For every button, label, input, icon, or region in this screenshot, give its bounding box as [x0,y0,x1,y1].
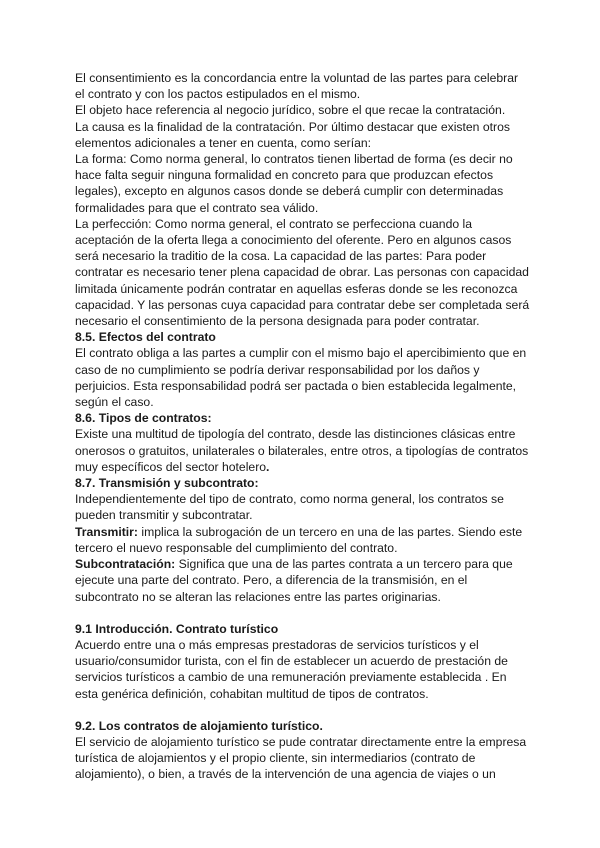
heading-9-2: 9.2. Los contratos de alojamiento turístico. [75,718,323,733]
paragraph-tipos-period: . [266,459,270,474]
document-page [75,70,530,783]
paragraph-tipos-text: Existe una multitud de tipología del contrato, desde las distinciones clásicas entre onerosos o gratuitos, unilaterales o bilaterales, entre otros, a tipologías de contratos muy específicos del sector hotelero [75,427,529,474]
paragraph-transmitir [75,524,530,556]
term-transmitir: Transmitir: [75,524,138,539]
paragraph-objeto: El objeto hace referencia al negocio jurídico, sobre el que recae la contratación. [75,103,506,118]
paragraph-tipos [75,426,530,475]
paragraph-forma: La forma: Como norma general, lo contratos tienen libertad de forma (es decir no hace falta seguir ninguna formalidad en concreto para que produzcan efectos legales), excepto en algunos casos donde se deberá cumplir con determinadas formalidades para que el contrato sea válido. [75,152,513,215]
heading-9-1: 9.1 Introducción. Contrato turístico [75,621,279,636]
paragraph-contrato-turistico: Acuerdo entre una o más empresas prestadoras de servicios turísticos y el usuario/consumidor turista, con el fin de establecer un acuerdo de prestación de servicios turísticos a cambio de una remuneración previamente establecida . En esta genérica definición, cohabitan multitud de tipos de contratos. [75,637,508,701]
paragraph-transmision-intro: Independientemente del tipo de contrato, como norma general, los contratos se pueden transmitir y subcontratar. [75,492,504,523]
section-gap [75,702,530,718]
term-subcontratacion: Subcontratación: [75,557,176,572]
paragraph-efectos: El contrato obliga a las partes a cumplir con el mismo bajo el apercibimiento que en caso de no cumplimiento se podría derivar responsabilidad por los daños y perjuicios. Esta responsabilidad podrá ser pactada o bien establecida legalmente, según el caso. [75,346,527,410]
heading-8-5: 8.5. Efectos del contrato [75,330,216,345]
section-gap [75,605,530,621]
definition-transmitir: implica la subrogación de un tercero en una de las partes. Siendo este tercero el nuevo responsable del cumplimiento del contrato. [75,524,523,555]
definition-subcontratacion: Significa que una de las partes contrata a un tercero para que ejecute una parte del contrato. Pero, a diferencia de la transmisión, en el subcontrato no se alteran las relaciones entre las partes originarias. [75,557,513,604]
paragraph-alojamiento: El servicio de alojamiento turístico se pude contratar directamente entre la empresa turística de alojamientos y el propio cliente, sin intermediarios (contrato de alojamiento), o bien, a través de la intervención de una agencia de viajes o un [75,734,527,782]
paragraph-causa: La causa es la finalidad de la contratación. Por último destacar que existen otros elementos adicionales a tener en cuenta, como serían: [75,119,510,150]
paragraph-consentimiento: El consentimiento es la concordancia entre la voluntad de las partes para celebrar el contrato y con los pactos estipulados en el mismo. [75,71,519,102]
heading-8-6: 8.6. Tipos de contratos: [75,411,212,426]
paragraph-perfeccion: La perfección: Como norma general, el contrato se perfecciona cuando la aceptación de la oferta llega a conocimiento del oferente. Pero en algunos casos será necesario la traditio de la cosa. La capacidad de las partes: Para poder contratar es necesario tener plena capacidad de obrar. Las personas con capacidad limitada únicamente podrán contratar en aquellas esferas donde se les reconozca capacidad. Y las personas cuya capacidad para contratar debe ser completada será necesario el consentimiento de la persona designada para poder contratar. [75,216,530,329]
paragraph-subcontratacion [75,556,530,605]
heading-8-7: 8.7. Transmisión y subcontrato: [75,476,259,491]
